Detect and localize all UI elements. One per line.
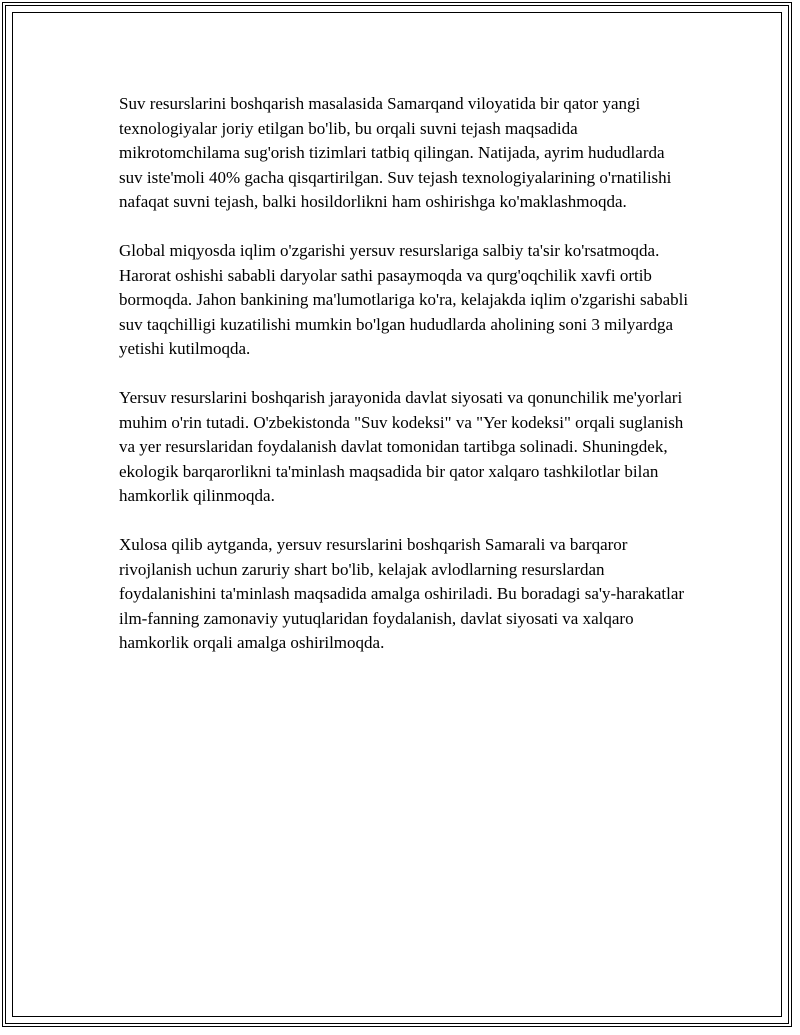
- paragraph-1: Suv resurslarini boshqarish masalasida Samarqand viloyatida bir qator yangi texnologiyalar joriy etilgan bo'lib, bu orqali suvni tejash maqsadida mikrotomchilama sug'orish tizimlari tatbiq qilingan. Natijada, ayrim hududlarda suv iste'moli 40% gacha qisqartirilgan. Suv tejash texnologiyalarining o'rnatilishi nafaqat suvni tejash, balki hosildorlikni ham oshirishga ko'maklashmoqda.: [119, 94, 672, 211]
- paragraph-3: Yersuv resurslarini boshqarish jarayonida davlat siyosati va qonunchilik me'yorlari muhim o'rin tutadi. O'zbekistonda "Suv kodeksi" va "Yer kodeksi" orqali suglanish va yer resurslaridan foydalanish davlat tomonidan tartibga solinadi. Shuningdek, ekologik barqarorlikni ta'minlash maqsadida bir qator xalqaro tashkilotlar bilan hamkorlik qilinmoqda.: [119, 388, 684, 505]
- document-body: [119, 92, 689, 680]
- paragraph-2: Global miqyosda iqlim o'zgarishi yersuv resurslariga salbiy ta'sir ko'rsatmoqda. Harorat oshishi sababli daryolar sathi pasaymoqda va qurg'oqchilik xavfi ortib bormoqda. Jahon bankining ma'lumotlariga ko'ra, kelajakda iqlim o'zgarishi sababli suv taqchilligi kuzatilishi mumkin bo'lgan hududlarda aholining soni 3 milyardga yetishi kutilmoqda.: [119, 241, 689, 358]
- paragraph-4: Xulosa qilib aytganda, yersuv resurslarini boshqarish Samarali va barqaror rivojlanish uchun zaruriy shart bo'lib, kelajak avlodlarning resurslardan foydalanishini ta'minlash maqsadida amalga oshiriladi. Bu boradagi sa'y-harakatlar ilm-fanning zamonaviy yutuqlaridan foydalanish, davlat siyosati va xalqaro hamkorlik orqali amalga oshirilmoqda.: [119, 535, 685, 652]
